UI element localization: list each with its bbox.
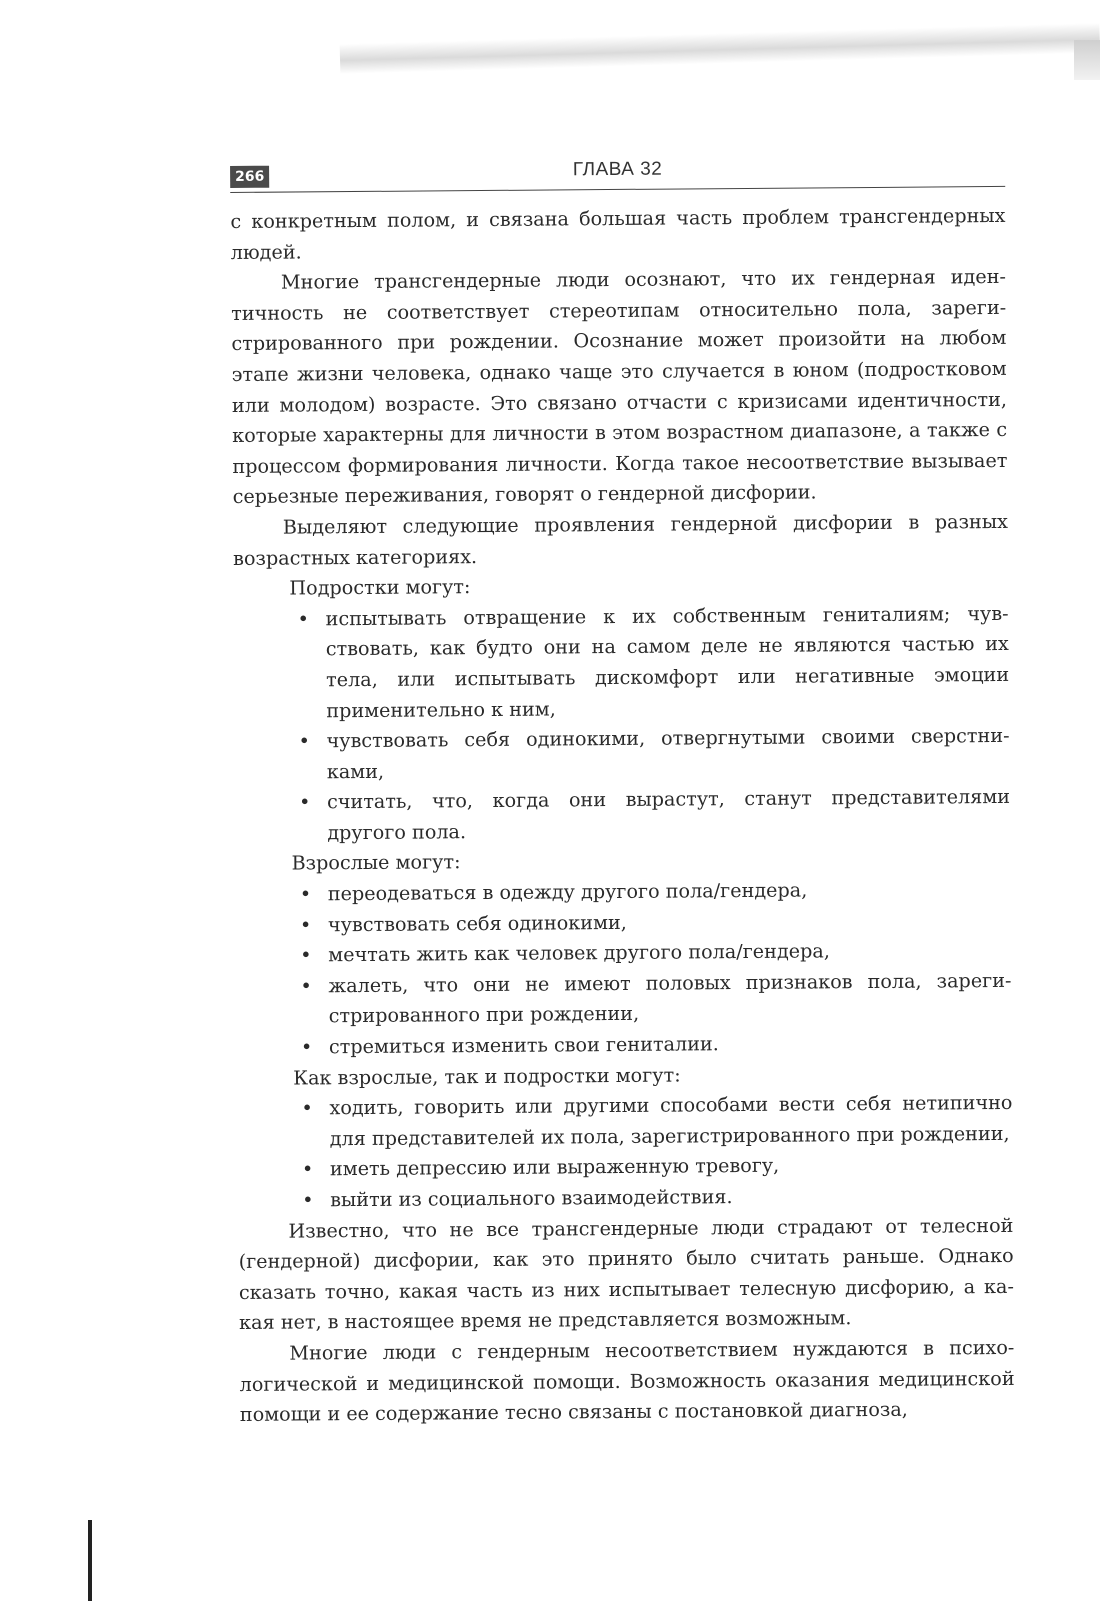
scan-shadow [340,23,1100,74]
list-both [237,1088,1013,1216]
bullet-icon: • [300,1035,313,1059]
body-text [230,201,1015,1431]
list-item: • испытывать отвращение к их собственным гениталиям; чувствовать, как будто они на самом деле не являются частью их тела, или испытывать дискомфорт или негативные эмоции применительно к ним, [297,601,1010,722]
bullet-icon: • [298,729,310,753]
list-item: • чувствовать себя одинокими, отвергнутыми своими сверстниками, [298,723,1010,783]
page-number: 266 [230,166,269,188]
list-item: • считать, что, когда они вырастут, станут представителями другого пола. [298,785,1011,845]
bullet-icon: • [299,913,312,937]
list-lead-adults: Взрослые могут: [291,850,461,876]
list-lead-both: Как взрослые, так и подростки могут: [293,1063,681,1090]
bullet-icon: • [301,1096,313,1120]
paragraph: Известно, что не все трансгендерные люди страдают от телесной (гендерной) дисфории, как это принято было считать раньше. Однако сказать точно, какая часть из них испытывает телесную дисфорию, а какая нет, в настоящее время не представляется возможным. [238,1213,1014,1335]
list-item: • ходить, говорить или другими способами вести себя нетипично для представителей их пола, зарегистрированного при рождении, [301,1091,1013,1151]
bullet-icon: • [297,607,310,631]
paragraph: Многие трансгендерные люди осознают, что их гендерная идентичность не соответствует стереотипам относительно пола, зарегистрированного при рождении. Осознание может произойти на любом этапе жизни человека, однако чаще это случается в юном (подростковом или молодом) возрасте. Это связано отчасти с кризисами идентичности, которые характерны для личности в этом возрастном диапазоне, а также с процессом формирования личности. Когда такое несоответствие вызывает серьезные переживания, говорят о гендерной дисфории. [231,265,1008,509]
list-item: • мечтать жить как человек другого пола/гендера, [296,935,1011,971]
list-item: • жалеть, что они не имеют половых признаков пола, зарегистрированного при рождении, [300,968,1012,1028]
bullet-icon: • [300,974,312,998]
list-lead-teens: Подростки могут: [289,575,471,600]
scan-edge [1074,40,1100,80]
scan-binding-edge [88,1520,92,1601]
bullet-icon: • [301,1157,314,1181]
paragraph: Выделяют следующие проявления гендерной дисфории в разных возрастных категориях. [233,509,1008,570]
bullet-icon: • [302,1188,314,1212]
chapter-title: ГЛАВА 32 [572,158,663,181]
paragraph: с конкретным полом, и связана большая часть проблем трансгендерных людей. [230,203,1006,264]
bullet-icon: • [298,790,311,814]
running-head [230,154,1005,193]
bullet-icon: • [299,882,312,906]
book-page [230,154,1015,1431]
list-item: • чувствовать себя одинокими, [296,905,1011,941]
list-adults [236,874,1012,1064]
list-item: • стремиться изменить свои гениталии. [297,1027,1012,1063]
bullet-icon: • [300,943,312,967]
paragraph: Многие люди с гендерным несоответствием нуждаются в психологической и медицинской помощи. Возможность оказания медицинской помощи и ее содержание тесно связаны с постановкой диагноза, [239,1335,1015,1427]
list-item: • переодеваться в одежду другого пола/гендера, [296,874,1011,910]
list-item: • выйти из социального взаимодействия. [298,1180,1013,1216]
list-item: • иметь депрессию или выраженную тревогу, [298,1149,1013,1185]
list-teens [233,599,1010,850]
